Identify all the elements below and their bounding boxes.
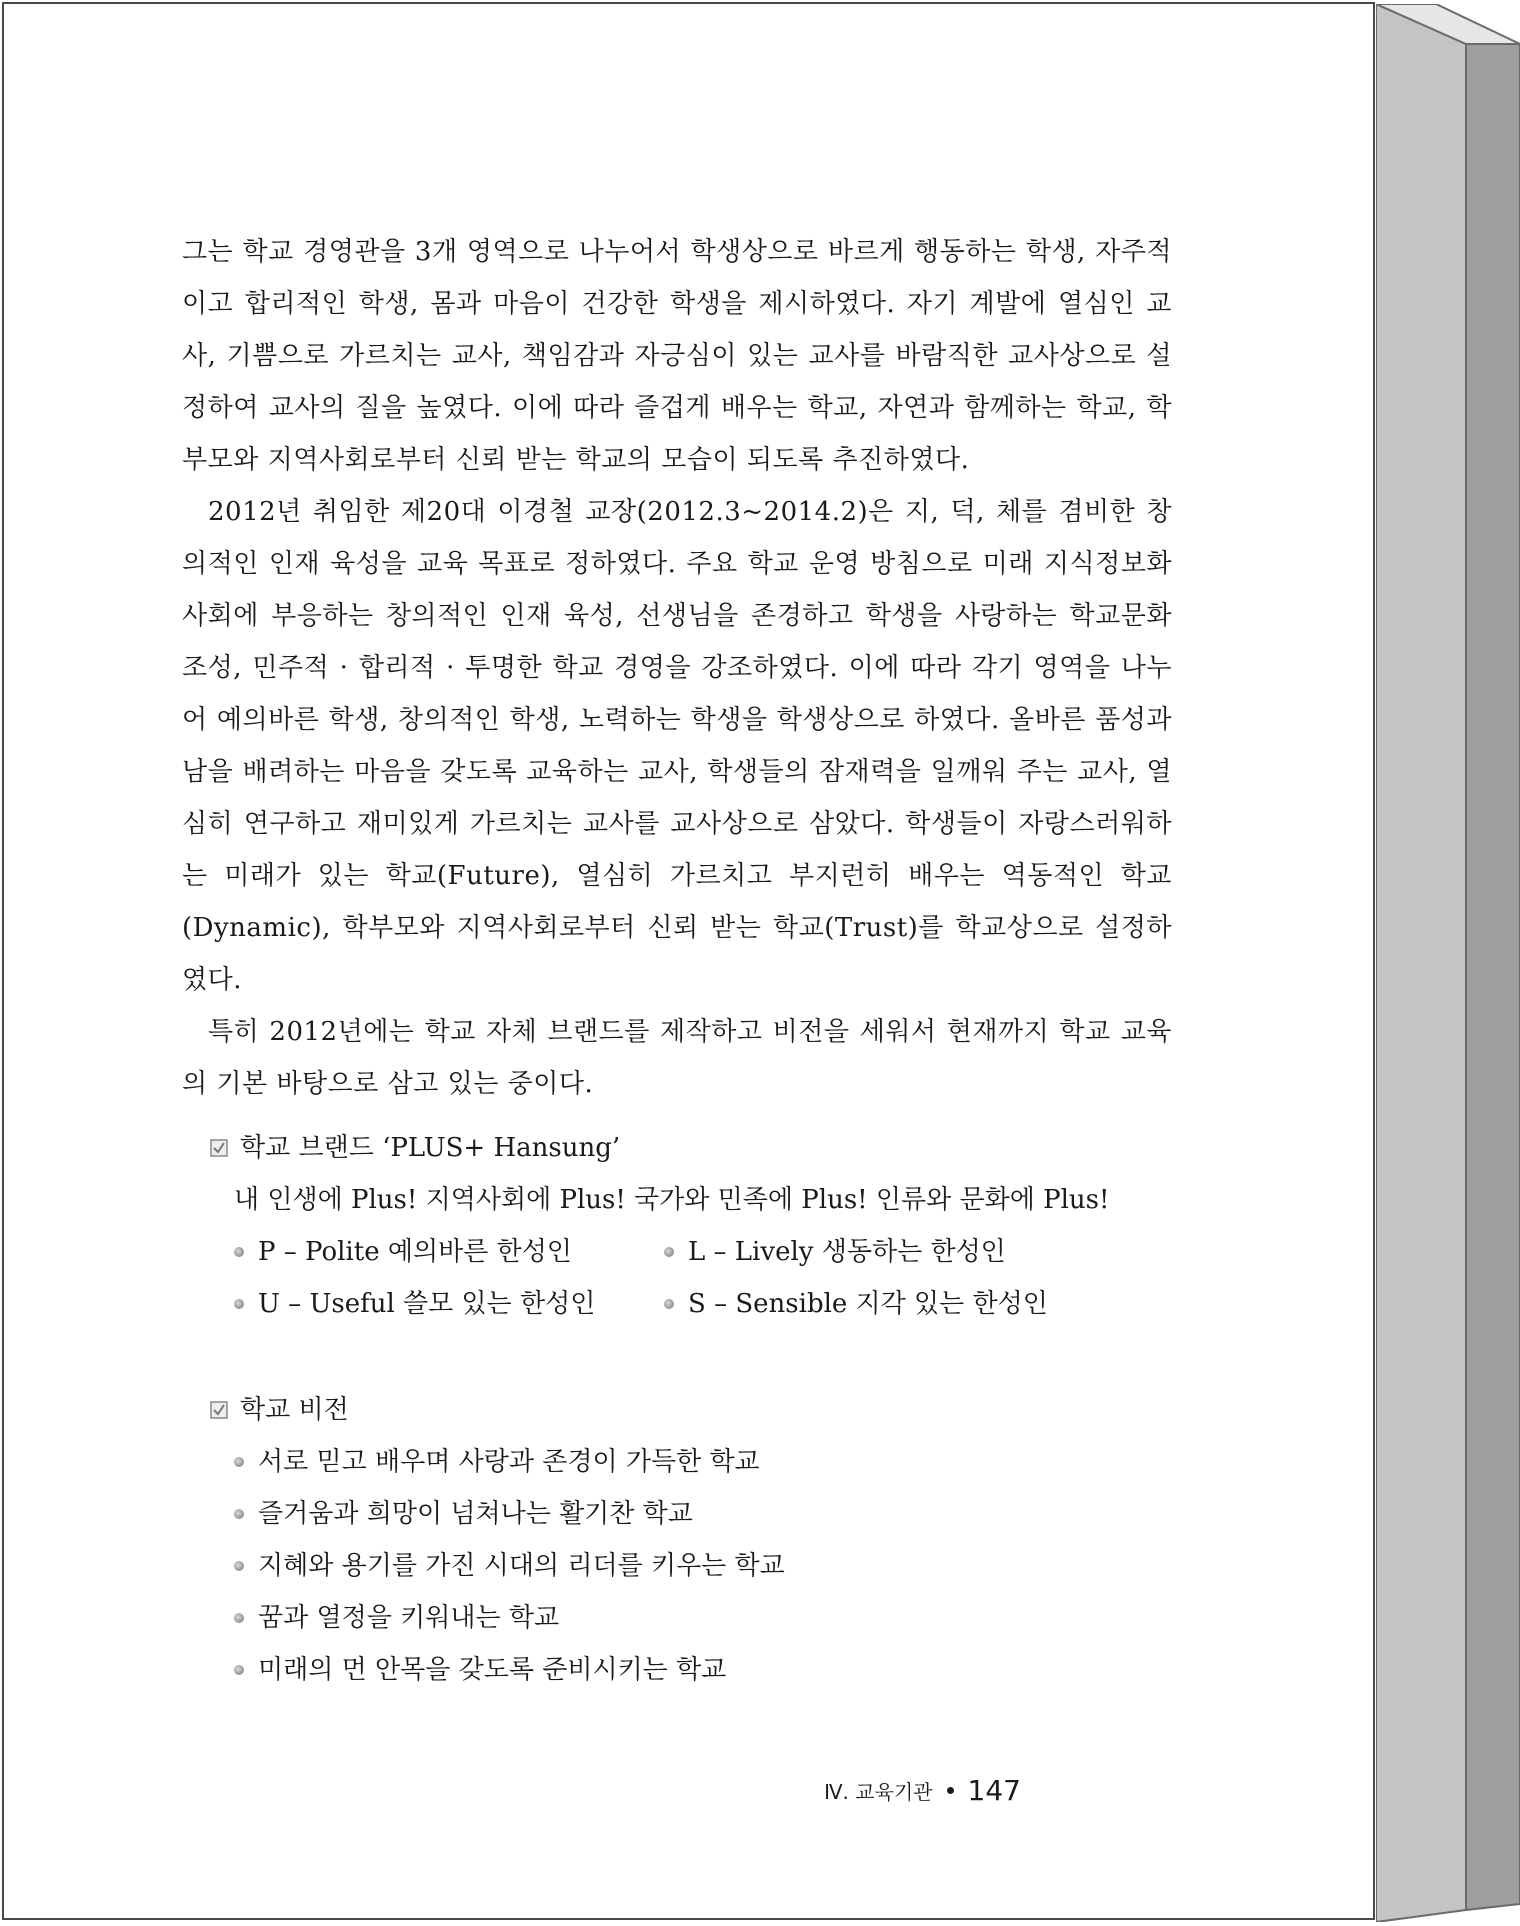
circle-bullet-icon <box>234 1613 244 1623</box>
vision-item <box>234 1592 1170 1644</box>
brand-heading-text: 학교 브랜드 ‘PLUS+ Hansung’ <box>240 1133 621 1163</box>
brand-item <box>234 1226 664 1278</box>
vision-section <box>210 1384 1170 1696</box>
checkbox-square-icon <box>210 1401 228 1419</box>
page-footer <box>824 1774 1021 1807</box>
circle-bullet-icon <box>234 1457 244 1467</box>
brand-item <box>234 1278 664 1330</box>
circle-bullet-icon <box>234 1247 244 1257</box>
vision-item-text: 서로 믿고 배우며 사랑과 존경이 가득한 학교 <box>258 1447 760 1477</box>
brand-row <box>234 1226 1170 1278</box>
brand-heading <box>210 1122 1170 1174</box>
paragraph-3: 특히 2012년에는 학교 자체 브랜드를 제작하고 비전을 세워서 현재까지 학교 교육의 기본 바탕으로 삼고 있는 중이다. <box>182 1017 1172 1099</box>
paragraph-1: 그는 학교 경영관을 3개 영역으로 나누어서 학생상으로 바르게 행동하는 학생, 자주적이고 합리적인 학생, 몸과 마음이 건강한 학생을 제시하였다. 자기 계발에 열심인 교사, 기쁨으로 가르치는 교사, 책임감과 자긍심이 있는 교사를 바람직한 교사상으로 설정하여 교사의 질을 높였다. 이에 따라 즐겁게 배우는 학교, 자연과 함께하는 학교, 학부모와 지역사회로부터 신뢰 받는 학교의 모습이 되도록 추진하였다. <box>182 237 1172 475</box>
brand-section <box>210 1122 1170 1330</box>
page-edge-shading <box>1376 4 1520 1922</box>
chapter-label: Ⅳ. 교육기관 <box>824 1780 933 1804</box>
circle-bullet-icon <box>664 1299 674 1309</box>
vision-heading <box>210 1384 1170 1436</box>
vision-item <box>234 1488 1170 1540</box>
brand-item <box>664 1226 1094 1278</box>
vision-item <box>234 1540 1170 1592</box>
brand-item-text: P – Polite 예의바른 한성인 <box>258 1237 572 1267</box>
circle-bullet-icon <box>234 1299 244 1309</box>
brand-item <box>664 1278 1094 1330</box>
brand-slogan: 내 인생에 Plus! 지역사회에 Plus! 국가와 민족에 Plus! 인류와 문화에 Plus! <box>234 1185 1110 1215</box>
vision-item <box>234 1436 1170 1488</box>
circle-bullet-icon <box>234 1561 244 1571</box>
checkbox-square-icon <box>210 1139 228 1157</box>
page <box>2 2 1375 1920</box>
brand-item-text: S – Sensible 지각 있는 한성인 <box>688 1289 1048 1319</box>
page-number: 147 <box>967 1774 1021 1807</box>
circle-bullet-icon <box>234 1665 244 1675</box>
vision-item-text: 지혜와 용기를 가진 시대의 리더를 키우는 학교 <box>258 1551 785 1581</box>
circle-bullet-icon <box>234 1509 244 1519</box>
vision-item-text: 미래의 먼 안목을 갖도록 준비시키는 학교 <box>258 1655 727 1685</box>
brand-item-text: U – Useful 쓸모 있는 한성인 <box>258 1289 596 1319</box>
vision-heading-text: 학교 비전 <box>240 1395 349 1425</box>
brand-row <box>234 1278 1170 1330</box>
paragraph-2: 2012년 취임한 제20대 이경철 교장(2012.3~2014.2)은 지, 덕, 체를 겸비한 창의적인 인재 육성을 교육 목표로 정하였다. 주요 학교 운영 방침으로 미래 지식정보화사회에 부응하는 창의적인 인재 육성, 선생님을 존경하고 학생을 사랑하는 학교문화 조성, 민주적 · 합리적 · 투명한 학교 경영을 강조하였다. 이에 따라 각기 영역을 나누어 예의바른 학생, 창의적인 학생, 노력하는 학생을 학생상으로 하였다. 올바른 품성과 남을 배려하는 마음을 갖도록 교육하는 교사, 학생들의 잠재력을 일깨워 주는 교사, 열심히 연구하고 재미있게 가르치는 교사를 교사상으로 삼았다. 학생들이 자랑스러워하는 미래가 있는 학교(Future), 열심히 가르치고 부지런히 배우는 역동적인 학교(Dynamic), 학부모와 지역사회로부터 신뢰 받는 학교(Trust)를 학교상으로 설정하였다. <box>182 497 1172 995</box>
vision-item-text: 즐거움과 희망이 넘쳐나는 활기찬 학교 <box>258 1499 693 1529</box>
vision-item <box>234 1644 1170 1696</box>
vision-item-text: 꿈과 열정을 키워내는 학교 <box>258 1603 560 1633</box>
circle-bullet-icon <box>664 1247 674 1257</box>
footer-dot-icon <box>947 1787 954 1794</box>
brand-item-text: L – Lively 생동하는 한성인 <box>688 1237 1006 1267</box>
body-text <box>182 226 1172 1110</box>
